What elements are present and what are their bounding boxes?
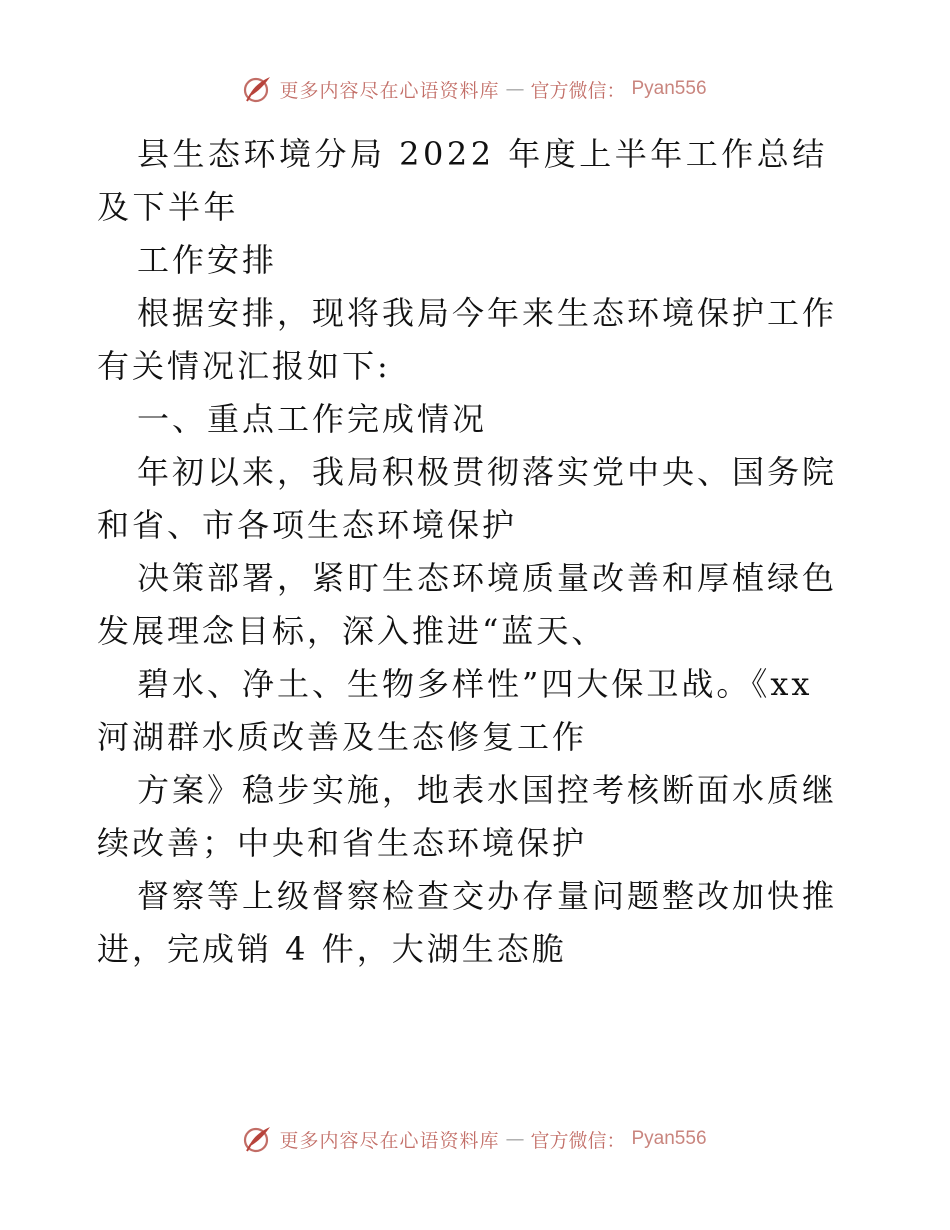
watermark-contact-label: 官方微信：: [530, 79, 626, 102]
document-body: [97, 128, 857, 976]
paragraph: 年初以来，我局积极贯彻落实党中央、国务院和省、市各项生态环境保护: [97, 453, 838, 544]
quill-logo-icon: [243, 74, 273, 104]
paragraph: 督察等上级督察检查交办存量问题整改加快推进，完成销 4 件，大湖生态脆: [97, 877, 838, 968]
section-heading-1: 一、重点工作完成情况: [137, 400, 488, 438]
watermark-contact-label: 官方微信：: [530, 1129, 626, 1152]
quill-logo-icon: [243, 1124, 273, 1154]
header-watermark: [0, 74, 950, 104]
watermark-site-text: 更多内容尽在心语资料库: [279, 79, 500, 102]
watermark-separator: —: [505, 1128, 525, 1150]
document-subtitle: 工作安排: [137, 241, 278, 279]
watermark-account: Pyan556: [631, 78, 707, 99]
paragraph: 决策部署，紧盯生态环境质量改善和厚植绿色发展理念目标，深入推进“蓝天、: [97, 559, 838, 650]
watermark-site-text: 更多内容尽在心语资料库: [279, 1129, 500, 1152]
paragraph: 碧水、净土、生物多样性”四大保卫战。《xx 河湖群水质改善及生态修复工作: [97, 665, 826, 756]
document-title: 县生态环境分局 2022 年度上半年工作总结及下半年: [97, 135, 828, 226]
watermark-account: Pyan556: [631, 1128, 707, 1149]
watermark-separator: —: [505, 78, 525, 100]
footer-watermark: [0, 1124, 950, 1154]
paragraph-intro: 根据安排，现将我局今年来生态环境保护工作有关情况汇报如下:: [97, 294, 838, 385]
paragraph: 方案》稳步实施，地表水国控考核断面水质继续改善；中央和省生态环境保护: [97, 771, 838, 862]
